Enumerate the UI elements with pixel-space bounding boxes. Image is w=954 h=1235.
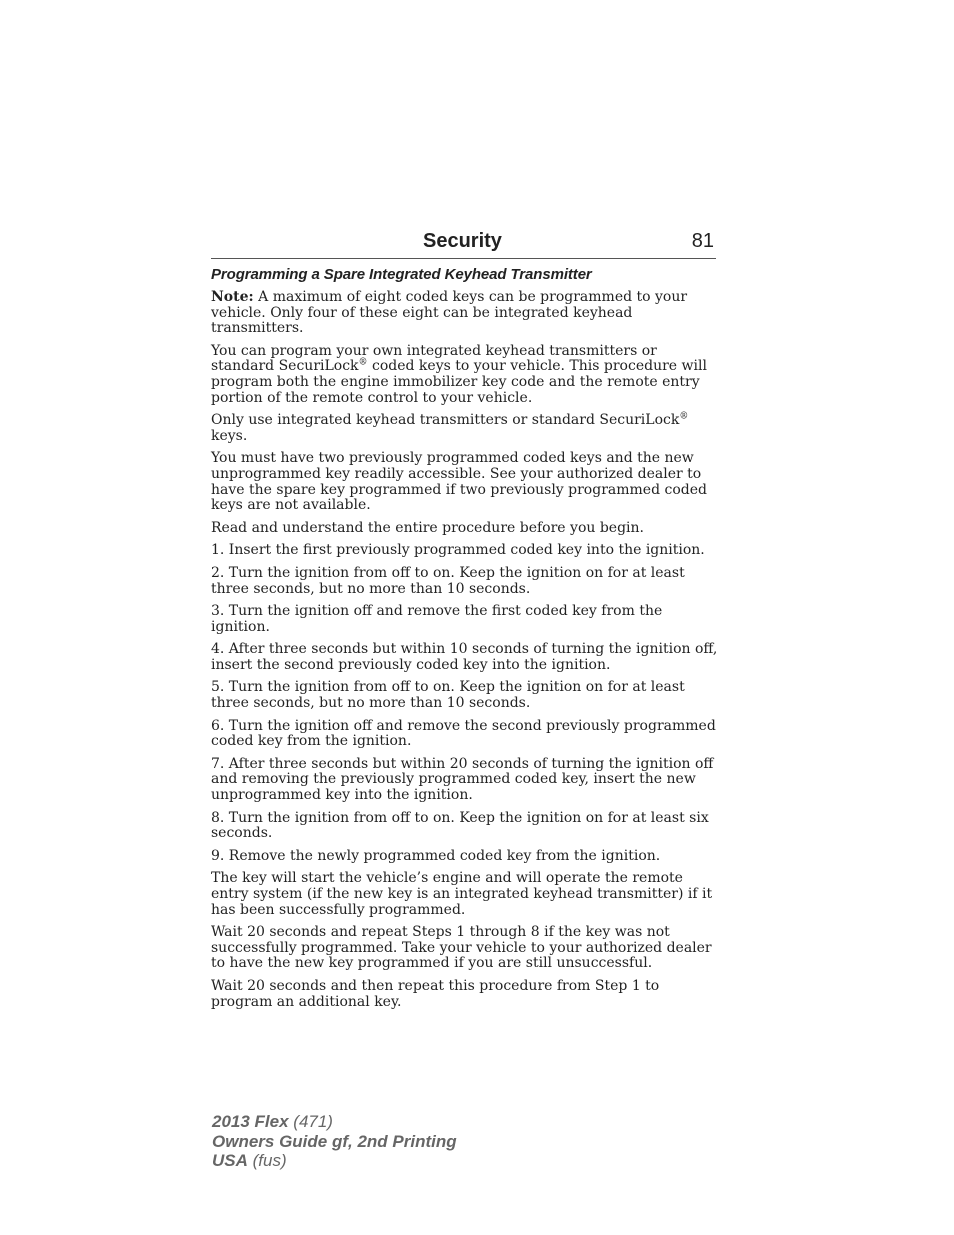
page-header [211, 228, 716, 259]
keys-text-1: Only use integrated keyhead transmitters or standard SecuriLock [211, 412, 680, 429]
footer-line-1 [212, 1112, 457, 1132]
footer-line-3 [212, 1151, 457, 1171]
note-label: Note: [211, 289, 254, 305]
result-paragraph: The key will start the vehicle’s engine and will operate the remote entry system (if the new key is an integrated keyhead transmitter) if it has been successfully programmed. [211, 870, 713, 918]
page-footer [212, 1112, 457, 1171]
keys-paragraph [211, 413, 719, 444]
intro-text-2: coded keys to your vehicle. This procedure will program both the engine immobilizer key code and the remote entry portion of the remote control to your vehicle. [211, 358, 707, 406]
footer-guide: Owners Guide gf, 2nd Printing [212, 1131, 457, 1151]
step-2: 2. Turn the ignition from off to on. Keep the ignition on for at least three seconds, but no more than 10 seconds. [211, 564, 685, 597]
step-9: 9. Remove the newly programmed coded key from the ignition. [211, 847, 661, 864]
subsection-heading: Programming a Spare Integrated Keyhead Transmitter [211, 266, 592, 283]
page-content [211, 266, 719, 1017]
note-text: A maximum of eight coded keys can be programmed to your vehicle. Only four of these eight can be integrated keyhead transmitters. [211, 289, 688, 337]
keys-text-2: keys. [211, 427, 248, 444]
intro-text-1: You can program your own integrated keyhead transmitters or standard SecuriLock [211, 342, 657, 375]
step-1: 1. Insert the first previously programmed coded key into the ignition. [211, 542, 705, 559]
registered-mark: ® [679, 411, 689, 422]
additional-key-paragraph: Wait 20 seconds and then repeat this procedure from Step 1 to program an additional key. [211, 977, 660, 1010]
footer-model: 2013 Flex [212, 1112, 289, 1131]
requirements-paragraph: You must have two previously programmed coded keys and the new unprogrammed key readily accessible. See your authorized dealer to have the spare key programmed if two previously programmed coded keys are not available. [211, 450, 707, 514]
footer-market-code: (fus) [247, 1151, 287, 1170]
footer-model-code: (471) [288, 1112, 333, 1131]
step-7: 7. After three seconds but within 20 seconds of turning the ignition off and removing the previously programmed coded key, insert the new unprogrammed key into the ignition. [211, 755, 714, 804]
step-8: 8. Turn the ignition from off to on. Keep the ignition on for at least six seconds. [211, 809, 709, 842]
retry-paragraph: Wait 20 seconds and repeat Steps 1 through 8 if the key was not successfully programmed. Take your vehicle to your authorized dealer to have the new key programmed if you are still unsuccessful. [211, 924, 712, 972]
note-paragraph [211, 290, 719, 337]
section-title: Security [423, 230, 502, 252]
intro-paragraph [211, 344, 719, 406]
footer-line-2 [212, 1132, 457, 1152]
step-5: 5. Turn the ignition from off to on. Keep the ignition on for at least three seconds, but no more than 10 seconds. [211, 679, 685, 712]
step-4: 4. After three seconds but within 10 seconds of turning the ignition off, insert the second previously coded key into the ignition. [211, 641, 718, 673]
registered-mark: ® [358, 357, 368, 368]
step-6: 6. Turn the ignition off and remove the second previously programmed coded key from the ignition. [211, 717, 716, 750]
read-procedure-paragraph: Read and understand the entire procedure before you begin. [211, 519, 644, 536]
step-3: 3. Turn the ignition off and remove the first coded key from the ignition. [211, 603, 663, 635]
page-number: 81 [691, 230, 714, 252]
footer-market: USA [212, 1151, 248, 1170]
